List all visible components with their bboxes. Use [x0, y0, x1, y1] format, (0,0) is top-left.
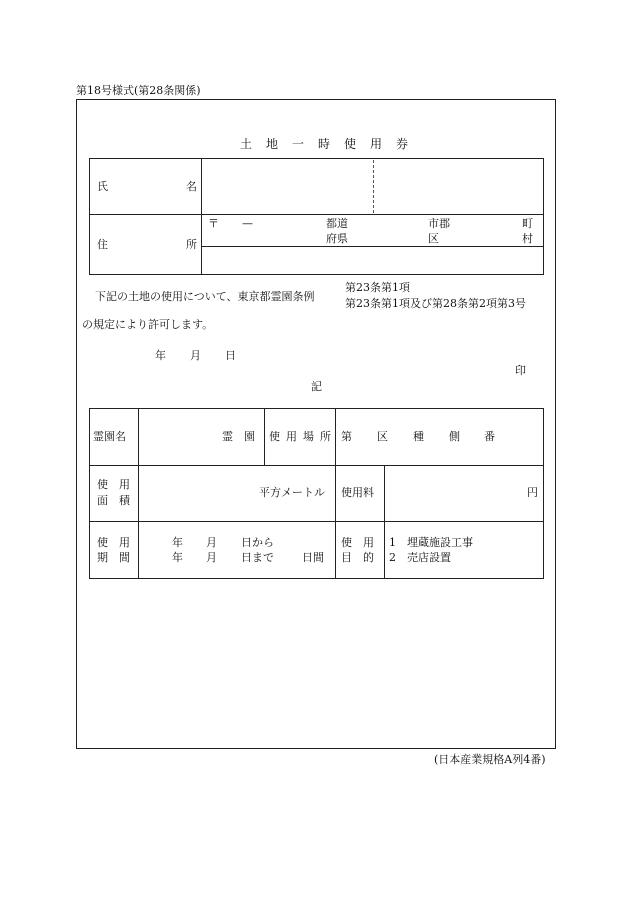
purpose-label-1: 使 用 [341, 536, 374, 549]
body-line-1: 下記の土地の使用について、東京都霊園条例 [95, 290, 315, 303]
city-2: 区 [428, 232, 439, 245]
address-label-1: 住 [97, 238, 108, 251]
period-days: 日間 [302, 551, 324, 564]
location-shu: 種 [413, 430, 424, 443]
location-gawa: 側 [449, 430, 460, 443]
name-dashed-divider [373, 160, 374, 213]
body-alt-2: 第23条第1項及び第28条第2項第3号 [345, 297, 526, 310]
period-from-month: 月 [206, 536, 217, 549]
applicant-divider [201, 158, 202, 275]
location-dai: 第 [341, 430, 352, 443]
issue-day: 日 [225, 349, 236, 362]
name-label-1: 氏 [97, 180, 108, 193]
applicant-box [89, 158, 544, 275]
location-label: 使用場所 [269, 430, 337, 443]
purpose-label-2: 目 的 [341, 551, 374, 564]
name-label-2: 名 [186, 180, 197, 193]
postal-mark: 〒 [208, 217, 219, 230]
issue-month: 月 [190, 349, 201, 362]
address-label-2: 所 [186, 238, 197, 251]
cemetery-suffix: 霊 園 [222, 430, 255, 443]
period-label-2: 期 間 [97, 551, 130, 564]
period-from-year: 年 [172, 536, 183, 549]
issue-year: 年 [155, 349, 166, 362]
fee-unit: 円 [527, 486, 538, 499]
period-label-1: 使 用 [97, 536, 130, 549]
postal-dash: — [242, 217, 253, 230]
period-to-year: 年 [172, 551, 183, 564]
period-to-day: 日まで [241, 551, 274, 564]
table-row-divider-2 [89, 521, 544, 522]
address-line [201, 246, 544, 247]
purpose-option-2: 2 売店設置 [389, 551, 451, 564]
prefecture-1: 都道 [326, 217, 348, 230]
table-row-divider-1 [89, 465, 544, 466]
seal-mark: 印 [515, 364, 526, 377]
table-col-divider-2 [264, 408, 265, 465]
prefecture-2: 府県 [326, 232, 348, 245]
area-label-2: 面 積 [97, 494, 130, 507]
location-ku: 区 [377, 430, 388, 443]
cemetery-name-label: 霊園名 [93, 430, 126, 443]
town-2: 村 [522, 232, 533, 245]
location-ban: 番 [484, 430, 495, 443]
table-col-divider-4 [384, 465, 385, 579]
body-line-2: の規定により許可します。 [82, 318, 214, 331]
ki-heading: 記 [311, 380, 322, 393]
purpose-option-1: 1 埋蔵施設工事 [389, 536, 473, 549]
body-alt-1: 第23条第1項 [345, 281, 410, 294]
area-label-1: 使 用 [97, 478, 130, 491]
period-to-month: 月 [206, 551, 217, 564]
form-title: 土地一時使用券 [240, 137, 423, 151]
fee-label: 使用料 [341, 486, 374, 499]
town-1: 町 [522, 217, 533, 230]
paper-size-note: (日本産業規格A列4番) [434, 753, 546, 766]
city-1: 市郡 [428, 217, 450, 230]
applicant-row-divider [89, 214, 544, 215]
area-unit: 平方メートル [259, 486, 325, 499]
form-id: 第18号様式(第28条関係) [76, 84, 201, 97]
table-col-divider-1 [138, 408, 139, 579]
period-from-day: 日から [241, 536, 274, 549]
